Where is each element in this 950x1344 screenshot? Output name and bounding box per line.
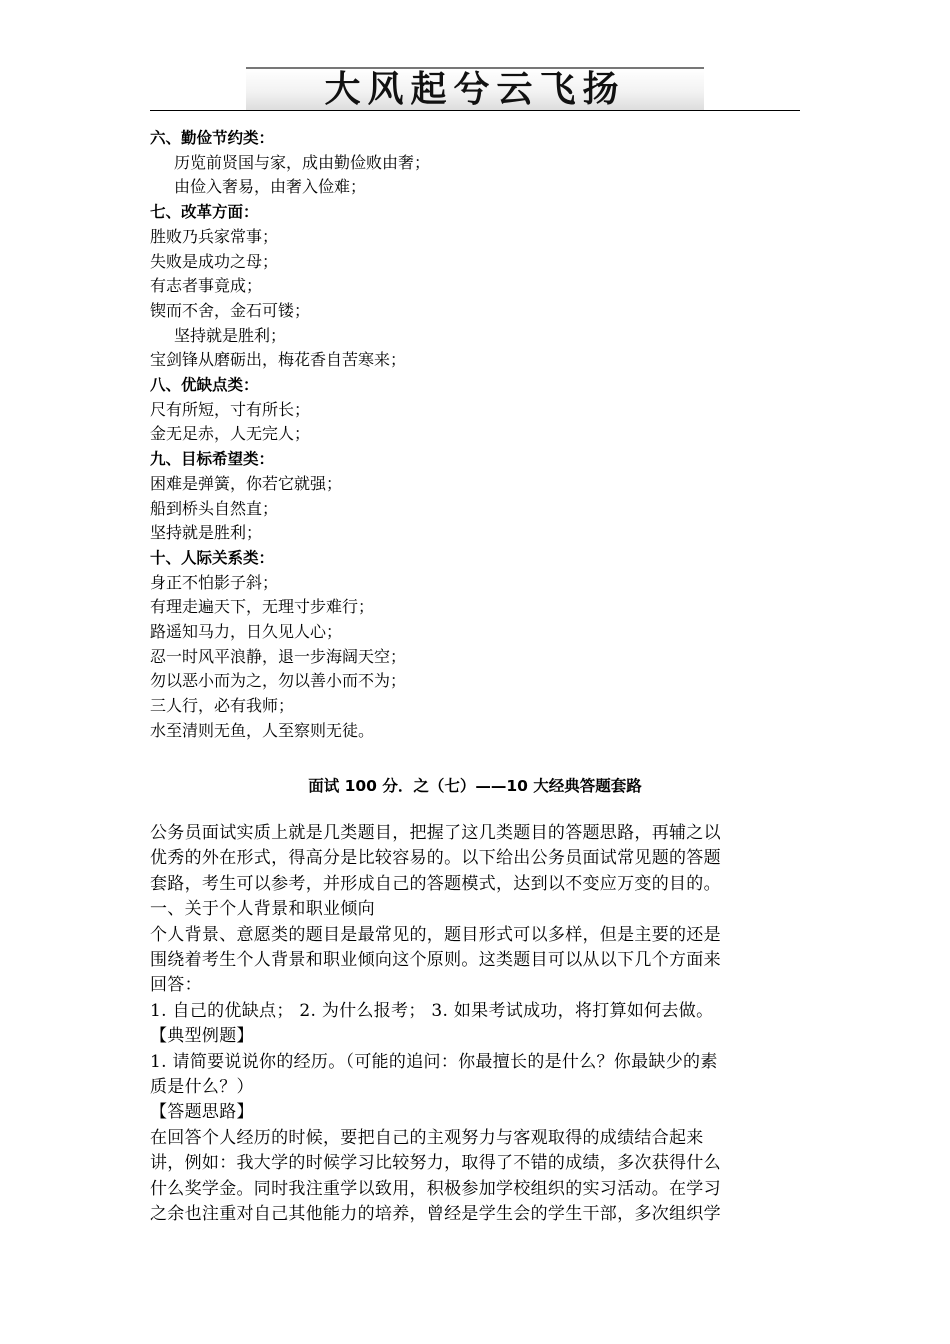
proverb-line: 失败是成功之母； — [150, 251, 279, 271]
proverb-line: 金无足赤，人无完人； — [150, 424, 311, 444]
body-line: 什么奖学金。同时我注重学以致用，积极参加学校组织的实习活动。在学习 — [150, 1178, 721, 1199]
body-line: 公务员面试实质上就是几类题目，把握了这几类题目的答题思路，再辅之以 — [150, 823, 721, 843]
header-banner: 大风起兮云飞扬 — [246, 67, 704, 111]
category-heading: 九、目标希望类： — [150, 450, 275, 469]
body-line: 套路，考生可以参考，并形成自己的答题模式，达到以不变应万变的目的。 — [150, 873, 721, 894]
header-rule — [150, 110, 800, 111]
proverb-line: 路遥知马力，日久见人心； — [150, 622, 343, 642]
body-line: 个人背景、意愿类的题目是最常见的，题目形式可以多样，但是主要的还是 — [150, 924, 721, 945]
proverb-line: 坚持就是胜利； — [174, 325, 287, 345]
proverb-line: 水至清则无鱼，人至察则无徒。 — [150, 720, 375, 740]
proverb-line: 坚持就是胜利； — [150, 523, 263, 543]
proverb-line: 胜败乃兵家常事； — [150, 226, 279, 246]
section-title: 面试 100 分．之（七）——10 大经典答题套路 — [308, 777, 642, 795]
category-heading: 十、人际关系类： — [150, 548, 275, 567]
proverb-line: 身正不怕影子斜； — [150, 572, 279, 592]
proverb-line: 锲而不舍，金石可镂； — [150, 300, 311, 320]
proverb-line: 三人行，必有我师； — [150, 696, 295, 716]
proverb-line: 宝剑锋从磨砺出，梅花香自苦寒来； — [150, 350, 407, 370]
body-line: 回答： — [150, 975, 202, 996]
body-line: 优秀的外在形式，得高分是比较容易的。以下给出公务员面试常见题的答题 — [150, 848, 721, 869]
proverb-line: 困难是弹簧，你若它就强； — [150, 473, 343, 493]
body-line: 1. 请简要说说你的经历。（可能的追问：你最擅长的是什么？你最缺少的素 — [150, 1051, 718, 1072]
body-line: 【答题思路】 — [150, 1102, 254, 1123]
proverb-line: 忍一时风平浪静，退一步海阔天空； — [150, 646, 407, 666]
body-text — [150, 821, 790, 1228]
proverb-line: 勿以恶小而为之，勿以善小而不为； — [150, 671, 407, 691]
body-line: 质是什么？） — [150, 1077, 254, 1098]
proverb-line: 有志者事竟成； — [150, 276, 263, 296]
body-line: 在回答个人经历的时候，要把自己的主观努力与客观取得的成绩结合起来 — [150, 1127, 704, 1148]
body-line: 一、关于个人背景和职业倾向 — [150, 899, 375, 920]
proverb-line: 有理走遍天下，无理寸步难行； — [150, 597, 375, 617]
proverb-line: 由俭入奢易，由奢入俭难； — [174, 177, 367, 197]
category-heading: 六、勤俭节约类： — [150, 129, 275, 147]
body-line: 1. 自己的优缺点； 2. 为什么报考； 3. 如果考试成功，将打算如何去做。 — [150, 1000, 714, 1021]
category-heading: 八、优缺点类： — [150, 376, 259, 395]
body-line: 围绕着考生个人背景和职业倾向这个原则。这类题目可以从以下几个方面来 — [150, 950, 721, 971]
body-line: 【典型例题】 — [150, 1026, 254, 1047]
proverb-line: 历览前贤国与家，成由勤俭败由奢； — [174, 152, 431, 172]
category-heading: 七、改革方面： — [150, 203, 259, 222]
proverb-list — [150, 126, 800, 744]
body-line: 讲，例如：我大学的时候学习比较努力，取得了不错的成绩，多次获得什么 — [150, 1153, 721, 1174]
body-line: 之余也注重对自己其他能力的培养，曾经是学生会的学生干部，多次组织学 — [150, 1204, 721, 1225]
proverb-line: 船到桥头自然直； — [150, 498, 279, 518]
proverb-line: 尺有所短，寸有所长； — [150, 399, 311, 419]
